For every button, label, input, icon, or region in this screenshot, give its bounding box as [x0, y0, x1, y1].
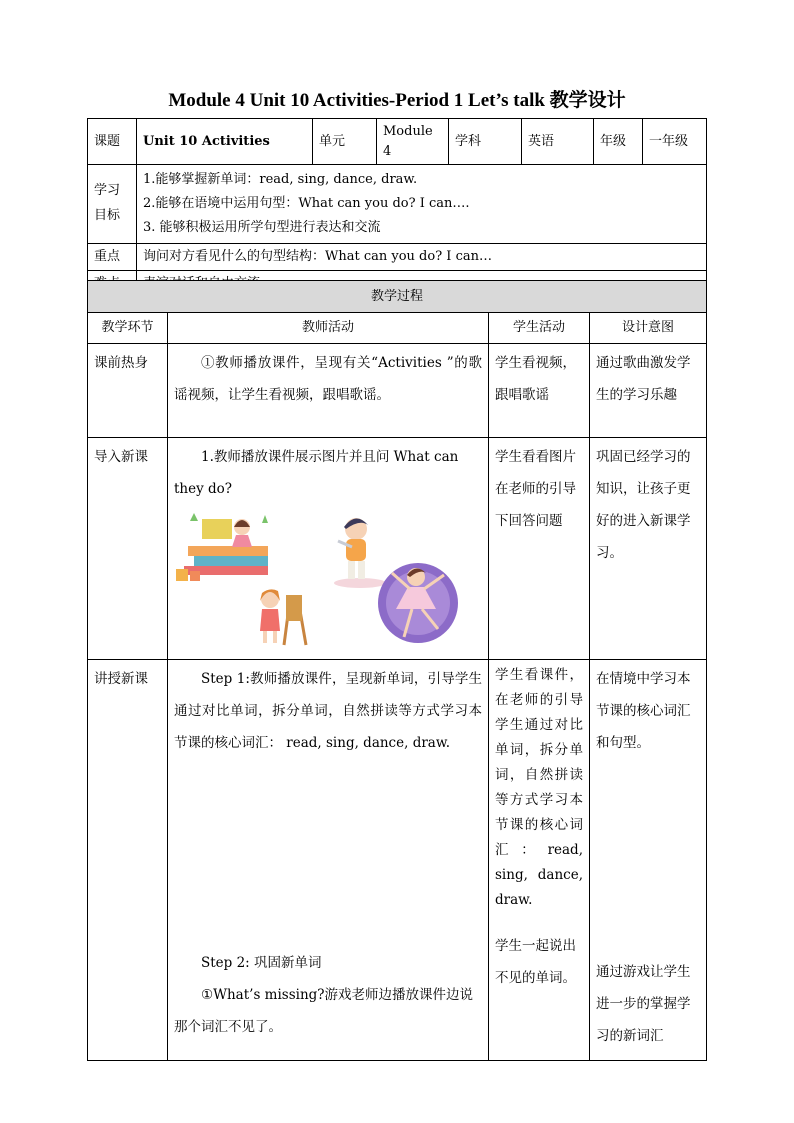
drawing-girl-illustration: [260, 589, 306, 645]
unit-value: Module 4: [377, 119, 449, 165]
activity-illustration: [174, 511, 482, 651]
subject-value: 英语: [522, 119, 594, 165]
grade-label: 年级: [594, 119, 643, 165]
student-new-lesson-cell: [489, 660, 590, 1061]
student-warmup: 学生看视频，跟唱歌谣: [489, 344, 590, 438]
key-value: 询问对方看见什么的句型结构：What can you do? I can…: [137, 244, 707, 271]
topic-value: Unit 10 Activities: [137, 119, 313, 165]
teacher-step1: Step 1:教师播放课件，呈现新单词，引导学生通过对比单词，拆分单词，自然拼读等方式学习本节课的核心词汇： read, sing, dance, draw.: [174, 671, 482, 751]
page-title: Module 4 Unit 10 Activities-Period 1 Let’s talk 教学设计: [168, 90, 626, 111]
header-purpose: 设计意图: [590, 313, 707, 344]
stage-warmup: 课前热身: [88, 344, 168, 438]
goals-label: 学习目标: [88, 165, 137, 244]
dancing-girl-illustration: [378, 563, 458, 643]
course-info-table: [87, 118, 707, 298]
teaching-process-table: [87, 280, 707, 1061]
stage-intro: 导入新课: [88, 438, 168, 660]
grade-value: 一年级: [643, 119, 707, 165]
teacher-intro-cell: [168, 438, 489, 660]
subject-label: 学科: [449, 119, 522, 165]
header-teacher: 教师活动: [168, 313, 489, 344]
teacher-warmup: ①教师播放课件，呈现有关“Activities ”的歌谣视频，让学生看视频，跟唱歌谣。: [168, 344, 489, 438]
purpose-step1: 在情境中学习本节课的核心词汇和句型。: [596, 671, 691, 751]
key-label: 重点: [88, 244, 137, 271]
teacher-new-lesson-cell: [168, 660, 489, 1061]
teacher-intro: 1.教师播放课件展示图片并且问 What can they do?: [174, 449, 459, 497]
purpose-warmup: 通过歌曲激发学生的学习乐趣: [590, 344, 707, 438]
purpose-step2: 通过游戏让学生进一步的掌握学习的新词汇: [596, 964, 691, 1044]
purpose-intro: 巩固已经学习的知识，让孩子更好的进入新课学习。: [590, 438, 707, 660]
topic-label: 课题: [88, 119, 137, 165]
student-step1: 学生看课件，在老师的引导学生通过对比单词，拆分单词，自然拼读等方式学习本节课的核心词汇 ： read, sing, dance, draw.: [495, 667, 583, 908]
unit-label: 单元: [313, 119, 377, 165]
student-intro: 学生看看图片在老师的引导下回答问题: [489, 438, 590, 660]
teacher-step2: Step 2: 巩固新单词: [201, 955, 322, 971]
teacher-step2-game: ①What’s missing?游戏老师边播放课件边说那个词汇不见了。: [174, 987, 474, 1035]
process-band: 教学过程: [88, 281, 707, 313]
singing-boy-illustration: [334, 518, 386, 588]
purpose-new-lesson-cell: [590, 660, 707, 1061]
goal-item: 1.能够掌握新单词：read, sing, dance, draw.: [143, 172, 418, 187]
student-step2: 学生一起说出不见的单词。: [495, 938, 576, 986]
kids-activities-picture: [174, 511, 474, 651]
header-student: 学生活动: [489, 313, 590, 344]
goal-item: 2.能够在语境中运用句型：What can you do? I can….: [143, 196, 470, 212]
goal-item: 3. 能够积极运用所学句型进行表达和交流: [143, 220, 381, 236]
reading-girl-illustration: [176, 513, 268, 581]
goals-cell: [137, 165, 707, 244]
stage-new-lesson: 讲授新课: [88, 660, 168, 1061]
header-stage: 教学环节: [88, 313, 168, 344]
